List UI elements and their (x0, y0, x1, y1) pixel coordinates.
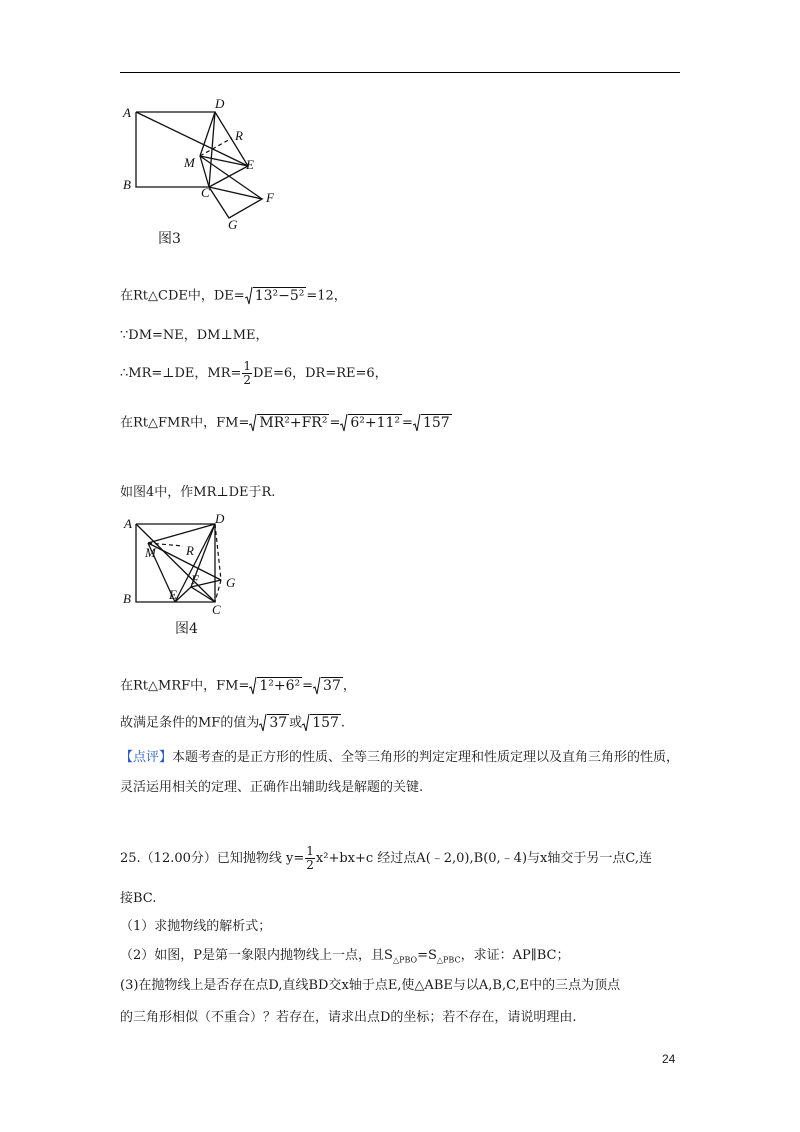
fig4-label-e: E (169, 587, 177, 602)
fig4-label-g: G (226, 575, 236, 590)
fig3-label-d: D (215, 96, 225, 111)
problem-25-q3-line2: 的三角形相似（不重合）？若存在，请求出点D的坐标；若不存在，请说明理由. (120, 1010, 577, 1025)
sqrt-13-5: 13²−5² (245, 286, 307, 306)
header-rule (120, 72, 680, 73)
sqrt-157-b: 157 (302, 713, 341, 733)
sqrt-37-b: 37 (259, 713, 289, 733)
figure-4 (118, 510, 258, 620)
fig3-label-b: B (123, 177, 131, 192)
fig3-label-e: E (246, 157, 254, 172)
figure-4-diagram (118, 510, 258, 620)
line-figure4-intro: 如图4中，作MR⊥DE于R. (120, 485, 276, 500)
fig4-label-r: R (186, 543, 194, 558)
sqrt-157: 157 (413, 413, 452, 433)
problem-25-q3-line1: (3)在抛物线上是否存在点D,直线BD交x轴于点E,使△ABE与以A,B,C,E中的三点为顶点 (120, 978, 621, 993)
fig4-label-b: B (123, 591, 131, 606)
problem-25-stem: 25.（12.00分）已知抛物线 y= $\frac{1}{2}$ x²+bx+c 经过点A(﹣2,0),B(0,﹣4)与x轴交于另一点C,连 (120, 844, 652, 872)
sqrt-37: 37 (313, 676, 343, 696)
problem-25-q2: （2）如图，P是第一象限内抛物线上一点，且$S_{\triangle PBO}=S_{\triangle PBC}$，求证：AP∥BC； (120, 948, 570, 965)
fig3-label-r: R (235, 128, 243, 143)
fig3-label-f: F (266, 190, 274, 205)
fig4-label-a: A (124, 516, 132, 531)
line-fm-mrf: 在Rt△MRF中，FM= 1²+6² = 37 ， (120, 678, 356, 694)
line-therefore: ∴MR=⊥DE，MR= $\frac{1}{2}$ DE=6，DR=RE=6， (120, 359, 388, 387)
problem-25-q1: （1）求抛物线的解析式； (120, 919, 272, 934)
problem-25-stem-line2: 接BC. (120, 891, 157, 906)
comment-tag: 【点评】 (120, 750, 173, 765)
fig3-label-g: G (228, 217, 238, 232)
fig4-label-f: F (191, 572, 199, 587)
fig4-label-m: M (145, 545, 156, 560)
fig3-label-a: A (123, 105, 131, 120)
fig4-label-c: C (212, 602, 221, 617)
line-because: ∵DM=NE，DM⊥ME， (120, 328, 269, 343)
figure-4-caption: 图4 (175, 621, 198, 637)
line-de-calc: 在Rt△CDE中，DE= 13²−5² =12， (120, 288, 347, 304)
figure-3 (118, 95, 288, 235)
sqrt-1-6: 1²+6² (249, 676, 302, 696)
figure-3-diagram (118, 95, 288, 235)
sqrt-mr-fr: MR²+FR² (249, 413, 329, 433)
page-number: 24 (662, 1052, 676, 1066)
fig3-label-m: M (184, 155, 195, 170)
comment-paragraph (120, 743, 682, 803)
figure-3-caption: 图3 (158, 231, 181, 247)
fraction-half: $\frac{1}{2}$ (243, 359, 252, 387)
fig4-label-d: D (215, 511, 225, 526)
line-conclusion: 故满足条件的MF的值为 37 或 157 . (120, 715, 346, 731)
line-fm-calc: 在Rt△FMR中，FM= MR²+FR² = 6²+11² = 157 (120, 415, 450, 431)
sqrt-6-11: 6²+11² (340, 413, 402, 433)
fig3-label-c: C (201, 185, 210, 200)
comment-text: 本题考查的是正方形的性质、全等三角形的判定定理和性质定理以及直角三角形的性质，灵活运用相关的定理、正确作出辅助线是解题的关键. (120, 750, 680, 795)
fraction-half-b: $\frac{1}{2}$ (306, 844, 314, 872)
